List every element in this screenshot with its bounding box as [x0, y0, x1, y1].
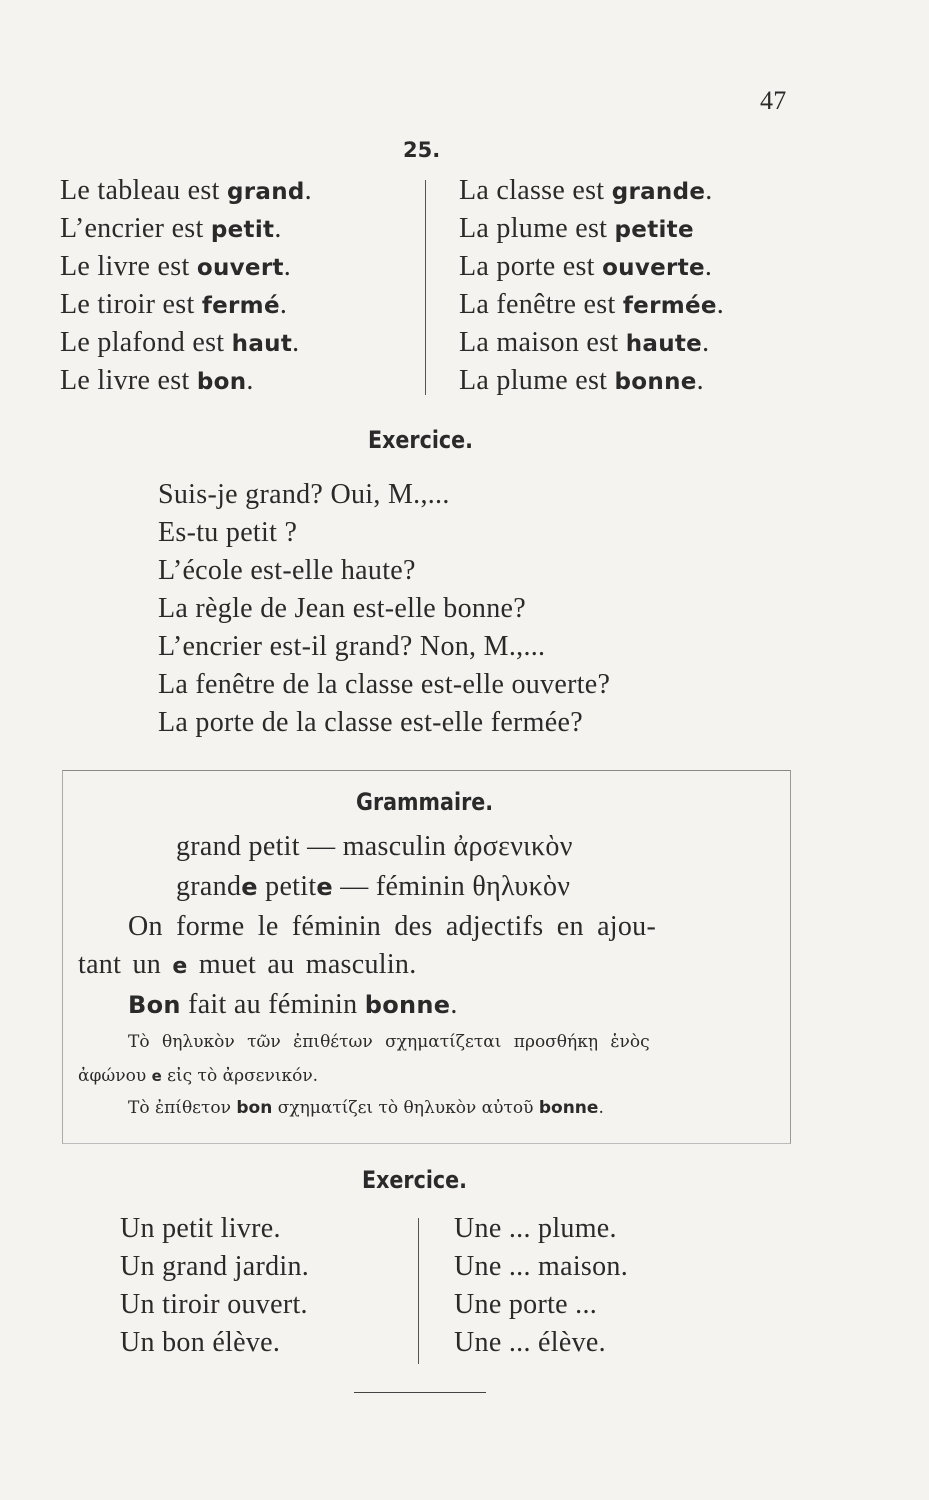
sentence-text: La classe est [459, 175, 612, 206]
masculine-label: — masculin [299, 831, 454, 862]
bon-word: Bon [128, 991, 181, 1019]
sentence-end: . [274, 213, 282, 244]
sentence-end: . [716, 289, 725, 320]
exercise-question: La porte de la classe est-elle fermée? [158, 707, 583, 738]
sentence-text: Le livre est [60, 251, 197, 282]
sentence-text: La fenêtre est [459, 289, 623, 320]
bon-end: . [450, 989, 458, 1020]
masculine-words: grand petit [176, 831, 300, 862]
adjective-bold: grande [611, 179, 706, 205]
feminine-ending-1: e [241, 873, 258, 901]
exercise-item-feminine: Une ... maison. [454, 1251, 629, 1282]
adjective-bold: bonne [614, 369, 697, 395]
sentence-line [60, 172, 312, 210]
sentence-line [459, 248, 724, 286]
sentence-end: . [283, 251, 292, 282]
exercise-2-divider [418, 1218, 419, 1364]
feminine-word-1: grand [176, 871, 242, 902]
adjective-bold: haut [231, 331, 293, 357]
feminine-label: — féminin [333, 871, 473, 902]
bottom-rule [354, 1392, 486, 1393]
greek-rule-line-3 [128, 1098, 604, 1118]
grammar-feminine-line [176, 868, 570, 906]
sentence-line [60, 248, 312, 286]
greek-line3-end: . [598, 1098, 604, 1118]
sentence-line [60, 324, 312, 362]
greek-rule-line-1: Τὸ θηλυκὸν τῶν ἐπιθέτων σχηματίζεται προσθήκῃ ἑνὸς [128, 1032, 650, 1052]
grammar-masculine-line [176, 828, 573, 866]
rule-text-b: muet au masculin. [187, 949, 417, 980]
greek-line3-b: σχηματίζει τὸ θηλυκὸν αὐτοῦ [272, 1098, 539, 1118]
sentence-line [60, 286, 312, 324]
lesson-number: 25. [403, 138, 441, 162]
exercise-question: Suis-je grand? Oui, M.,... [158, 479, 450, 510]
feminine-greek: θηλυκὸν [472, 871, 571, 902]
adjective-bold: fermée [622, 293, 717, 319]
exercise-questions [158, 476, 610, 742]
adjective-bold: petit [210, 217, 275, 243]
greek-line3-bonne: bonne [538, 1098, 599, 1118]
sentence-end: . [696, 365, 704, 396]
grammar-bon-line [128, 986, 458, 1024]
greek-line3-a: Τὸ ἐπίθετον [128, 1098, 237, 1118]
sentence-line [459, 286, 724, 324]
adjective-bold: bon [196, 369, 247, 395]
masculine-greek: ἀρσενικὸν [453, 831, 573, 862]
sentence-text: Le livre est [60, 365, 197, 396]
exercise-item-feminine: Une ... élève. [454, 1327, 606, 1358]
adjective-bold: petite [614, 217, 694, 243]
exercise-2-heading: Exercice. [362, 1166, 467, 1194]
adjective-bold: ouverte [602, 255, 705, 281]
sentence-line [459, 324, 724, 362]
sentence-text: La porte est [459, 251, 603, 282]
column-divider [425, 180, 426, 395]
exercise-2-left [120, 1210, 309, 1362]
adjective-bold: fermé [201, 293, 280, 319]
grammar-rule-line-1: On forme le féminin des adjectifs en ajou- [128, 911, 657, 942]
grammar-rule-line-2 [78, 946, 417, 986]
bon-mid-text: fait au féminin [180, 989, 365, 1020]
exercise-2-right [454, 1210, 628, 1362]
feminine-word-2: petit [257, 871, 317, 902]
grammar-heading: Grammaire. [356, 788, 494, 816]
rule-mute-e: e [172, 954, 188, 979]
adjective-bold: ouvert [196, 255, 284, 281]
adjective-bold: grand [226, 179, 305, 205]
page-number: 47 [760, 86, 787, 115]
greek-line2-e: e [151, 1067, 162, 1085]
bonne-word: bonne [364, 991, 451, 1019]
exercise-question: L’encrier est-il grand? Non, M.,... [158, 631, 546, 662]
greek-line3-bon: bon [236, 1098, 273, 1118]
exercise-item-feminine: Une porte ... [454, 1289, 598, 1320]
sentence-text: L’encrier est [60, 213, 211, 244]
sentence-line [60, 210, 312, 248]
sentence-end: . [702, 327, 710, 358]
sentence-line [60, 362, 312, 400]
exercise-item-masculine: Un bon élève. [120, 1327, 281, 1358]
sentence-text: La plume est [459, 213, 615, 244]
sentence-text: Le tableau est [60, 175, 227, 206]
sentence-end: . [304, 175, 312, 206]
adjective-bold: haute [625, 331, 703, 357]
sentence-text: La maison est [459, 327, 626, 358]
exercise-item-masculine: Un grand jardin. [120, 1251, 310, 1282]
exercise-question: La fenêtre de la classe est-elle ouverte? [158, 669, 611, 700]
sentence-end: . [246, 365, 254, 396]
sentence-end: . [292, 327, 300, 358]
left-column [60, 172, 312, 400]
exercise-item-masculine: Un tiroir ouvert. [120, 1289, 308, 1320]
exercise-item-masculine: Un petit livre. [120, 1213, 281, 1244]
greek-rule-line-2 [78, 1066, 318, 1086]
exercise-question: La règle de Jean est-elle bonne? [158, 593, 526, 624]
feminine-ending-2: e [316, 873, 333, 901]
sentence-line [459, 172, 724, 210]
sentence-end: . [279, 289, 288, 320]
sentence-end: . [704, 251, 713, 282]
sentence-end: . [705, 175, 713, 206]
sentence-line [459, 210, 724, 248]
exercise-question: L’école est-elle haute? [158, 555, 416, 586]
exercise-item-feminine: Une ... plume. [454, 1213, 617, 1244]
sentence-line [459, 362, 724, 400]
right-column [459, 172, 724, 400]
exercise-heading: Exercice. [368, 426, 473, 454]
sentence-text: Le tiroir est [60, 289, 202, 320]
sentence-text: Le plafond est [60, 327, 232, 358]
greek-line2-b: εἰς τὸ ἀρσενικόν. [161, 1066, 319, 1086]
exercise-question: Es-tu petit ? [158, 517, 298, 548]
sentence-text: La plume est [459, 365, 615, 396]
rule-text-a: tant un [78, 949, 173, 980]
greek-line2-a: ἀφώνου [78, 1066, 152, 1086]
